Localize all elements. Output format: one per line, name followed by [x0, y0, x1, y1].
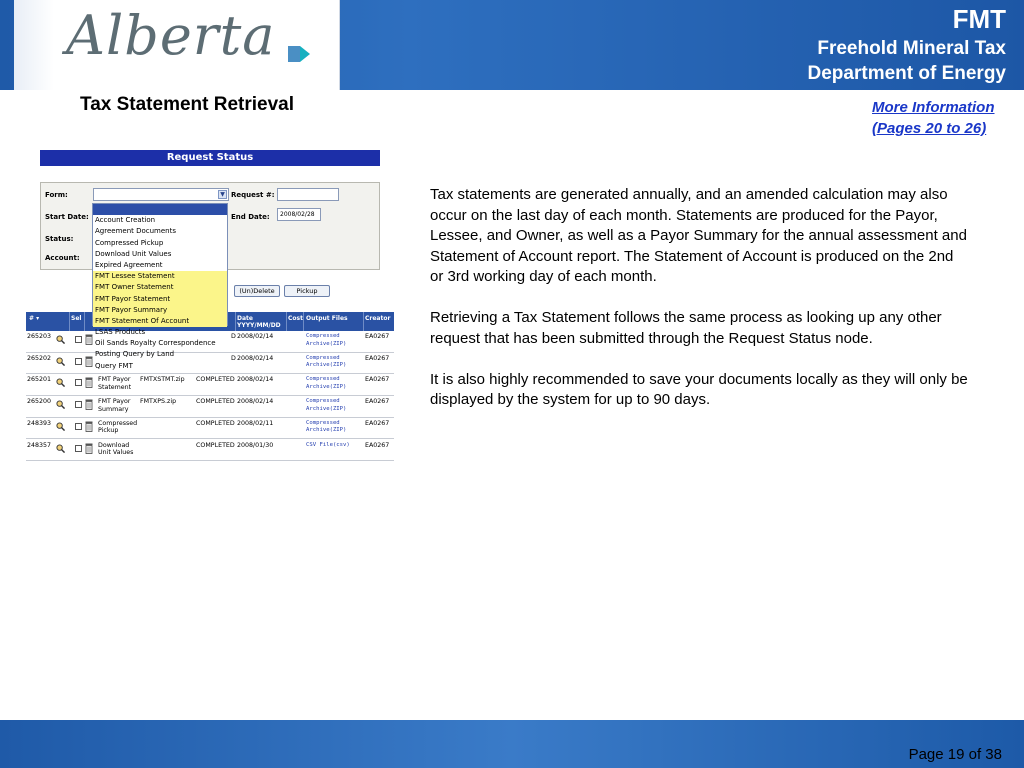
select-checkbox[interactable] [75, 423, 82, 430]
request-id: 265203 [27, 333, 52, 340]
col-date[interactable]: Date YYYY/MM/DD [236, 312, 287, 331]
body-text [430, 185, 970, 431]
table-row[interactable] [26, 396, 394, 418]
trash-icon[interactable] [85, 356, 93, 367]
creator-text: EA0267 [365, 376, 390, 384]
page-title: Tax Statement Retrieval [80, 94, 295, 115]
dropdown-option[interactable]: Account Creation [95, 216, 156, 225]
header-abbr: FMT [952, 4, 1006, 34]
start-date-label: Start Date: [45, 213, 89, 221]
output-file-link[interactable]: CSV File(csv) [306, 441, 350, 448]
select-checkbox[interactable] [75, 401, 82, 408]
date-text: 2008/01/30 [237, 441, 274, 449]
col-num[interactable]: # ▾ [26, 312, 70, 331]
request-id: 248393 [27, 419, 52, 427]
form-dropdown-list [92, 203, 228, 370]
dropdown-option[interactable]: Expired Agreement [95, 260, 163, 269]
dropdown-option[interactable] [93, 204, 227, 215]
status-text: COMPLETED [196, 419, 235, 427]
footer-bar [0, 720, 1024, 768]
select-checkbox[interactable] [75, 358, 82, 365]
status-text: COMPLETED [196, 398, 235, 406]
form-select[interactable] [93, 188, 229, 201]
account-label: Account: [45, 254, 80, 262]
col-cost[interactable]: Cost [287, 312, 304, 331]
magnifier-icon[interactable] [56, 422, 65, 431]
date-text: 2008/02/14 [237, 398, 274, 406]
magnifier-icon[interactable] [56, 378, 65, 387]
chevron-down-icon[interactable]: ▼ [218, 190, 227, 199]
status-label: Status: [45, 235, 74, 243]
dropdown-option[interactable]: Posting Query by Land [95, 350, 175, 359]
more-information-link[interactable] [872, 97, 995, 139]
header-line1: Freehold Mineral Tax [817, 38, 1006, 59]
request-id: 265201 [27, 376, 52, 384]
creator-text: EA0267 [365, 354, 390, 362]
form-name: Download Unit Values [98, 441, 134, 456]
magnifier-icon[interactable] [56, 400, 65, 409]
form-name: FMT Payor Statement [98, 376, 132, 391]
paragraph: It is also highly recommended to save your documents locally as they will only be displayed by the system for up to 90 days. [430, 370, 968, 408]
dropdown-option[interactable]: FMT Payor Statement [93, 294, 227, 305]
creator-text: EA0267 [365, 441, 390, 449]
date-text: 2008/02/14 [237, 354, 274, 362]
dropdown-option[interactable]: LSAS Products [95, 328, 146, 337]
page-number: Page 19 of 38 [908, 746, 1002, 763]
request-status-title-bar: Request Status [40, 150, 380, 166]
trash-icon[interactable] [85, 399, 93, 410]
logo-mark-icon [286, 44, 312, 64]
creator-text: EA0267 [365, 398, 390, 406]
magnifier-icon[interactable] [56, 357, 65, 366]
trash-icon[interactable] [85, 421, 93, 432]
dropdown-option[interactable]: FMT Owner Statement [93, 282, 227, 293]
form-name: FMT Payor Summary [98, 398, 131, 413]
more-info-line2[interactable]: (Pages 20 to 26) [872, 120, 987, 137]
file-name: FMTXSTMT.zip [140, 376, 185, 384]
trash-icon[interactable] [85, 443, 93, 454]
table-row[interactable] [26, 418, 394, 440]
paragraph: Retrieving a Tax Statement follows the same process as looking up any other request that has been submitted through the Request Status node. [430, 309, 942, 347]
status-text: D [231, 354, 236, 362]
dropdown-option[interactable]: Compressed Pickup [95, 238, 164, 247]
trash-icon[interactable] [85, 334, 93, 345]
table-row[interactable] [26, 440, 394, 462]
request-number-label: Request #: [231, 191, 275, 199]
request-number-input[interactable] [277, 188, 339, 201]
select-checkbox[interactable] [75, 445, 82, 452]
more-info-line1[interactable]: More Information [872, 99, 995, 116]
end-date-input[interactable]: 2008/02/28 [277, 208, 321, 221]
col-output[interactable]: Output Files [304, 312, 364, 331]
form-name: Compressed Pickup [98, 419, 138, 435]
dropdown-option[interactable]: Download Unit Values [95, 249, 172, 258]
request-id: 248357 [27, 441, 52, 449]
file-name: FMTXPS.zip [140, 398, 177, 406]
request-status-screenshot [26, 148, 394, 456]
date-text: 2008/02/14 [237, 376, 274, 384]
status-text: COMPLETED [196, 441, 235, 449]
col-sel[interactable]: Sel [70, 312, 85, 331]
dropdown-option[interactable]: Agreement Documents [95, 227, 177, 236]
trash-icon[interactable] [85, 377, 93, 388]
request-id: 265200 [27, 398, 52, 406]
sort-down-icon: ▾ [36, 315, 40, 322]
output-file-link[interactable]: Compressed Archive(ZIP) [306, 376, 347, 390]
output-file-link[interactable]: Compressed Archive(ZIP) [306, 333, 347, 347]
header-line2: Department of Energy [807, 63, 1006, 84]
magnifier-icon[interactable] [56, 335, 65, 344]
date-text: 2008/02/14 [237, 333, 274, 340]
paragraph: Tax statements are generated annually, and an amended calculation may also occur on the last day of each month. Statements are produced for the Payor, Lessee, and Owner, as well as a Payor Summary for the annual assessment and Statement of Account report. The Statement of Account is produced on the 2nd or 3rd working day of each month. [430, 186, 967, 285]
pickup-button[interactable]: Pickup [284, 285, 330, 297]
alberta-logo [14, 0, 340, 90]
output-file-link[interactable]: Compressed Archive(ZIP) [306, 419, 347, 434]
creator-text: EA0267 [365, 419, 390, 427]
request-id: 265202 [27, 354, 52, 362]
status-text: COMPLETED [196, 376, 235, 384]
col-creator[interactable]: Creator [365, 315, 391, 322]
date-text: 2008/02/11 [237, 419, 274, 427]
magnifier-icon[interactable] [56, 444, 65, 453]
creator-text: EA0267 [365, 333, 390, 340]
output-file-link[interactable]: Compressed Archive(ZIP) [306, 398, 347, 412]
form-label: Form: [45, 191, 68, 199]
dropdown-option[interactable]: FMT Statement Of Account [93, 316, 227, 327]
output-file-link[interactable]: Compressed Archive(ZIP) [306, 354, 347, 369]
status-text: D [231, 333, 236, 340]
end-date-label: End Date: [231, 213, 270, 221]
dropdown-option[interactable]: Query FMT [95, 361, 133, 370]
header-banner [0, 0, 1024, 90]
dropdown-option[interactable]: FMT Lessee Statement [93, 271, 227, 282]
logo-text: Alberta [66, 4, 276, 67]
select-checkbox[interactable] [75, 379, 82, 386]
dropdown-option[interactable]: FMT Payor Summary [93, 305, 227, 316]
select-checkbox[interactable] [75, 336, 82, 343]
dropdown-option[interactable]: Oil Sands Royalty Correspondence [95, 339, 216, 348]
undelete-button[interactable]: (Un)Delete [234, 285, 280, 297]
table-row[interactable] [26, 374, 394, 396]
